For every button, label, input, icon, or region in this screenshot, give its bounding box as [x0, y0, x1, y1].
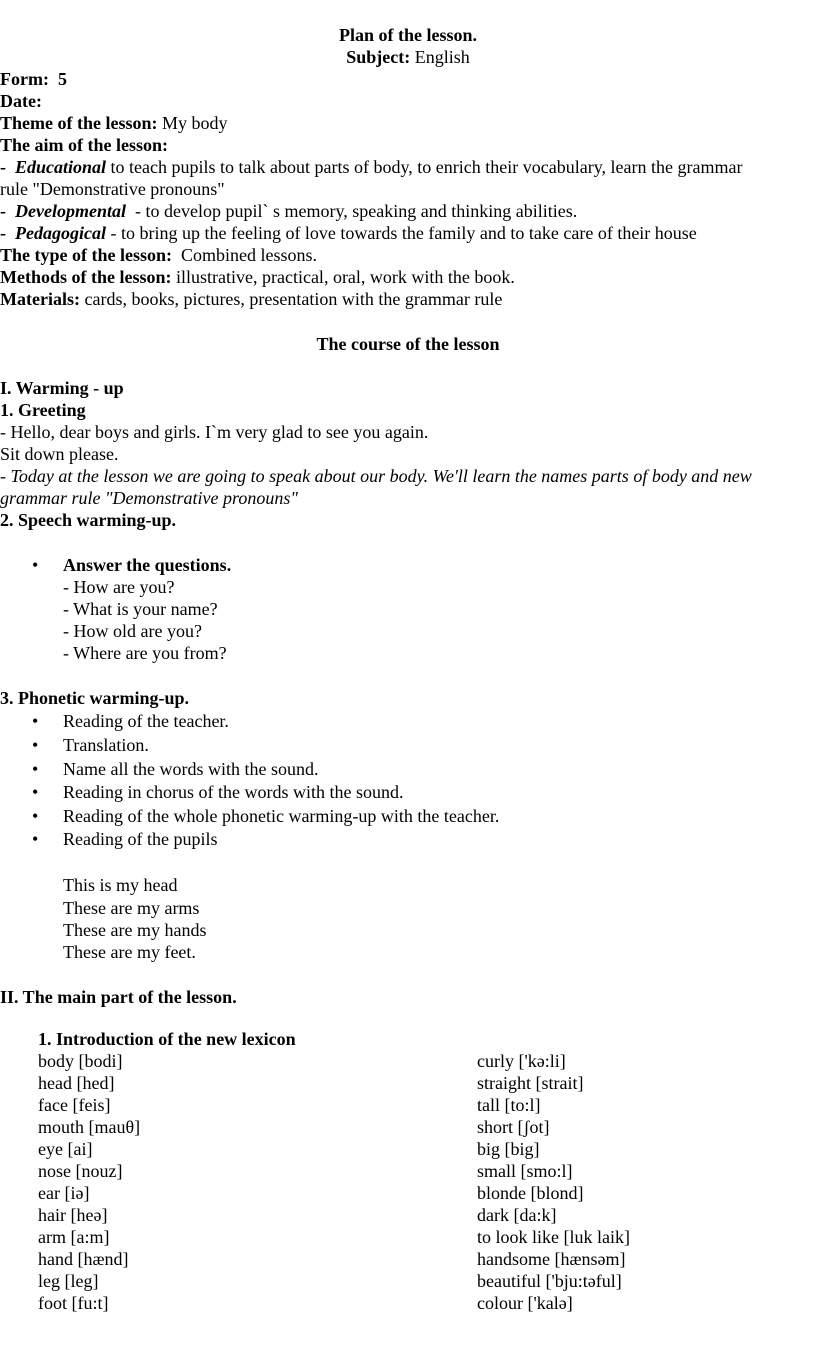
lexicon-word: short [ʃot] — [477, 1117, 550, 1137]
lexicon-word: big [big] — [477, 1139, 540, 1159]
poem-line: These are my hands — [63, 920, 207, 940]
developmental-label: Developmental — [15, 201, 126, 221]
answer-heading: Answer the questions. — [63, 555, 232, 575]
bullet-icon: • — [32, 806, 39, 826]
materials-value: cards, books, pictures, presentation with the grammar rule — [84, 289, 503, 309]
educational-text-cont: rule "Demonstrative pronouns" — [0, 179, 225, 199]
lexicon-word: hair [heə] — [38, 1205, 108, 1225]
bullet-icon: • — [32, 759, 39, 779]
lexicon-word: straight [strait] — [477, 1073, 584, 1093]
type-line — [0, 244, 317, 266]
bullet-icon: • — [32, 782, 39, 802]
lexicon-word: handsome [hænsəm] — [477, 1249, 626, 1269]
lexicon-left-column — [38, 1050, 140, 1314]
theme-label: Theme of the lesson: — [0, 113, 158, 133]
type-value: Combined lessons. — [181, 245, 318, 265]
lexicon-word: beautiful ['bju:təful] — [477, 1271, 622, 1291]
bullet-icon: • — [32, 555, 39, 575]
lexicon-word: nose [nouz] — [38, 1161, 123, 1181]
question-item: - How old are you? — [63, 621, 202, 641]
lexicon-word: dark [da:k] — [477, 1205, 557, 1225]
phonetic-item-text: Reading of the pupils — [63, 829, 218, 849]
form-value: 5 — [57, 69, 67, 89]
subject-line — [0, 46, 816, 68]
greeting-line-1: - Hello, dear boys and girls. I`m very glad to see you again. — [0, 422, 429, 442]
subject-label: Subject: — [346, 47, 411, 67]
bullet-icon: • — [32, 711, 39, 731]
speech-heading: 2. Speech warming-up. — [0, 510, 177, 530]
lexicon-word: leg [leg] — [38, 1271, 99, 1291]
methods-line — [0, 266, 515, 288]
greeting-italic-1: - Today at the lesson we are going to speak about our body. We'll learn the names parts of body and new — [0, 466, 752, 486]
educational-line: - Educational to teach pupils to talk about parts of body, to enrich their vocabulary, learn the grammar — [0, 157, 743, 177]
question-item: - How are you? — [63, 577, 175, 597]
question-item: - Where are you from? — [63, 643, 227, 663]
theme-line — [0, 112, 228, 134]
lexicon-word: tall [to:l] — [477, 1095, 541, 1115]
phonetic-item-text: Translation. — [63, 735, 149, 755]
lexicon-word: small [smo:l] — [477, 1161, 573, 1181]
bullet-icon: • — [32, 735, 39, 755]
poem-line: These are my feet. — [63, 942, 196, 962]
lexicon-word: eye [ai] — [38, 1139, 93, 1159]
page-title: Plan of the lesson. — [338, 25, 477, 45]
poem-line: This is my head — [63, 875, 178, 895]
phonetic-heading: 3. Phonetic warming-up. — [0, 688, 189, 708]
phonetic-item-text: Name all the words with the sound. — [63, 759, 319, 779]
lexicon-right-column — [477, 1050, 630, 1314]
lexicon-word: hand [hænd] — [38, 1249, 129, 1269]
materials-line — [0, 288, 502, 310]
lexicon-heading: 1. Introduction of the new lexicon — [38, 1029, 296, 1049]
greeting-italic-2: grammar rule "Demonstrative pronouns" — [0, 488, 298, 508]
aim-label: The aim of the lesson: — [0, 135, 168, 155]
phonetic-item-text: Reading of the whole phonetic warming-up with the teacher. — [63, 806, 500, 826]
lexicon-word: ear [iə] — [38, 1183, 90, 1203]
greeting-heading: 1. Greeting — [0, 400, 86, 420]
lexicon-word: to look like [luk laik] — [477, 1227, 630, 1247]
date-label: Date: — [0, 91, 42, 111]
pedagogical-line: - Pedagogical - to bring up the feeling of love towards the family and to take care of their house — [0, 223, 697, 243]
lexicon-word: mouth [mauθ] — [38, 1117, 141, 1137]
form-label: Form: — [0, 69, 49, 89]
lexicon-word: colour ['kalə] — [477, 1293, 573, 1313]
developmental-line: - Developmental - to develop pupil` s memory, speaking and thinking abilities. — [0, 201, 578, 221]
bullet-icon: • — [32, 829, 39, 849]
lexicon-word: head [hed] — [38, 1073, 115, 1093]
developmental-text: - to develop pupil` s memory, speaking and thinking abilities. — [134, 201, 578, 221]
warming-heading: I. Warming - up — [0, 378, 124, 398]
pedagogical-label: Pedagogical — [15, 223, 106, 243]
lexicon-word: curly ['kə:li] — [477, 1051, 566, 1071]
theme-value: My body — [161, 113, 228, 133]
methods-value: illustrative, practical, oral, work with the book. — [176, 267, 515, 287]
lexicon-word: foot [fu:t] — [38, 1293, 109, 1313]
methods-label: Methods of the lesson: — [0, 267, 172, 287]
educational-label: Educational — [15, 157, 107, 177]
lexicon-word: face [feis] — [38, 1095, 111, 1115]
educational-text: to teach pupils to talk about parts of body, to enrich their vocabulary, learn the grammar — [110, 157, 743, 177]
greeting-line-2: Sit down please. — [0, 444, 119, 464]
subject-value: English — [414, 47, 470, 67]
question-item: - What is your name? — [63, 599, 218, 619]
lexicon-word: blonde [blond] — [477, 1183, 584, 1203]
lexicon-word: arm [a:m] — [38, 1227, 110, 1247]
pedagogical-text: - to bring up the feeling of love towards the family and to take care of their house — [110, 223, 697, 243]
materials-label: Materials: — [0, 289, 80, 309]
main-heading: II. The main part of the lesson. — [0, 987, 237, 1007]
poem-line: These are my arms — [63, 898, 200, 918]
phonetic-item-text: Reading of the teacher. — [63, 711, 229, 731]
lexicon-word: body [bodi] — [38, 1051, 123, 1071]
phonetic-item-text: Reading in chorus of the words with the sound. — [63, 782, 404, 802]
type-label: The type of the lesson: — [0, 245, 172, 265]
course-title: The course of the lesson — [316, 334, 500, 354]
form-line — [0, 68, 67, 90]
